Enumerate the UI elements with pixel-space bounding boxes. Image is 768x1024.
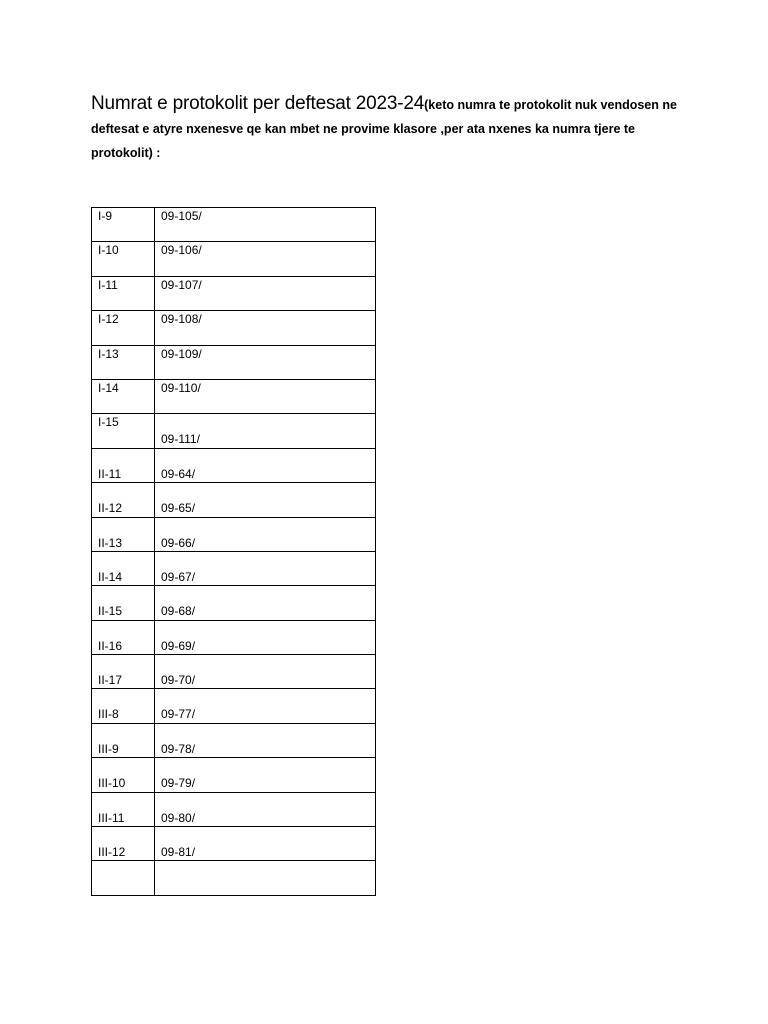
protocol-number-cell: 09-66/ xyxy=(155,517,376,551)
table-row xyxy=(92,345,376,379)
table-row xyxy=(92,551,376,585)
protocol-number-cell: 09-81/ xyxy=(155,827,376,861)
class-cell: III-8 xyxy=(92,689,155,723)
table-row xyxy=(92,586,376,620)
class-cell: II-14 xyxy=(92,551,155,585)
table-row xyxy=(92,448,376,482)
document-note: (keto numra te protokolit nuk vendosen ne deftesat e atyre nxenesve qe kan mbet ne provime klasore ,per ata nxenes ka numra tjere te protokolit) : xyxy=(91,98,677,160)
class-cell: III-11 xyxy=(92,792,155,826)
class-cell: I-12 xyxy=(92,311,155,345)
table-row xyxy=(92,242,376,276)
protocol-number-cell: 09-80/ xyxy=(155,792,376,826)
class-cell: I-14 xyxy=(92,379,155,413)
class-cell: I-11 xyxy=(92,276,155,310)
table-row xyxy=(92,311,376,345)
class-cell: I-13 xyxy=(92,345,155,379)
protocol-number-cell: 09-65/ xyxy=(155,483,376,517)
protocol-number-cell: 09-70/ xyxy=(155,655,376,689)
table-row xyxy=(92,276,376,310)
protocol-number-cell: 09-110/ xyxy=(155,379,376,413)
table-row xyxy=(92,517,376,551)
protocol-number-cell: 09-109/ xyxy=(155,345,376,379)
protocol-number-cell: 09-78/ xyxy=(155,723,376,757)
protocol-number-cell xyxy=(155,861,376,895)
table-row xyxy=(92,655,376,689)
table-row xyxy=(92,379,376,413)
table-row xyxy=(92,792,376,826)
class-cell: I-9 xyxy=(92,208,155,242)
protocol-number-cell: 09-64/ xyxy=(155,448,376,482)
document-heading xyxy=(91,92,691,165)
protocol-number-cell: 09-67/ xyxy=(155,551,376,585)
protocol-number-cell: 09-106/ xyxy=(155,242,376,276)
class-cell: II-16 xyxy=(92,620,155,654)
protocol-number-cell: 09-111/ xyxy=(155,414,376,448)
protocol-number-cell: 09-79/ xyxy=(155,758,376,792)
table-row xyxy=(92,483,376,517)
table-row xyxy=(92,758,376,792)
table-row xyxy=(92,861,376,895)
class-cell xyxy=(92,861,155,895)
table-row xyxy=(92,689,376,723)
class-cell: III-12 xyxy=(92,827,155,861)
table-row xyxy=(92,414,376,448)
class-cell: I-10 xyxy=(92,242,155,276)
protocol-number-cell: 09-107/ xyxy=(155,276,376,310)
class-cell: II-15 xyxy=(92,586,155,620)
table-row xyxy=(92,208,376,242)
protocol-table xyxy=(91,207,376,896)
protocol-table-body xyxy=(92,208,376,896)
class-cell: II-13 xyxy=(92,517,155,551)
class-cell: II-11 xyxy=(92,448,155,482)
protocol-number-cell: 09-68/ xyxy=(155,586,376,620)
table-row xyxy=(92,620,376,654)
protocol-number-cell: 09-105/ xyxy=(155,208,376,242)
table-row xyxy=(92,827,376,861)
document-title: Numrat e protokolit per deftesat 2023-24 xyxy=(91,93,425,114)
class-cell: I-15 xyxy=(92,414,155,448)
protocol-number-cell: 09-108/ xyxy=(155,311,376,345)
class-cell: III-9 xyxy=(92,723,155,757)
class-cell: II-12 xyxy=(92,483,155,517)
class-cell: II-17 xyxy=(92,655,155,689)
class-cell: III-10 xyxy=(92,758,155,792)
protocol-number-cell: 09-69/ xyxy=(155,620,376,654)
table-row xyxy=(92,723,376,757)
protocol-number-cell: 09-77/ xyxy=(155,689,376,723)
